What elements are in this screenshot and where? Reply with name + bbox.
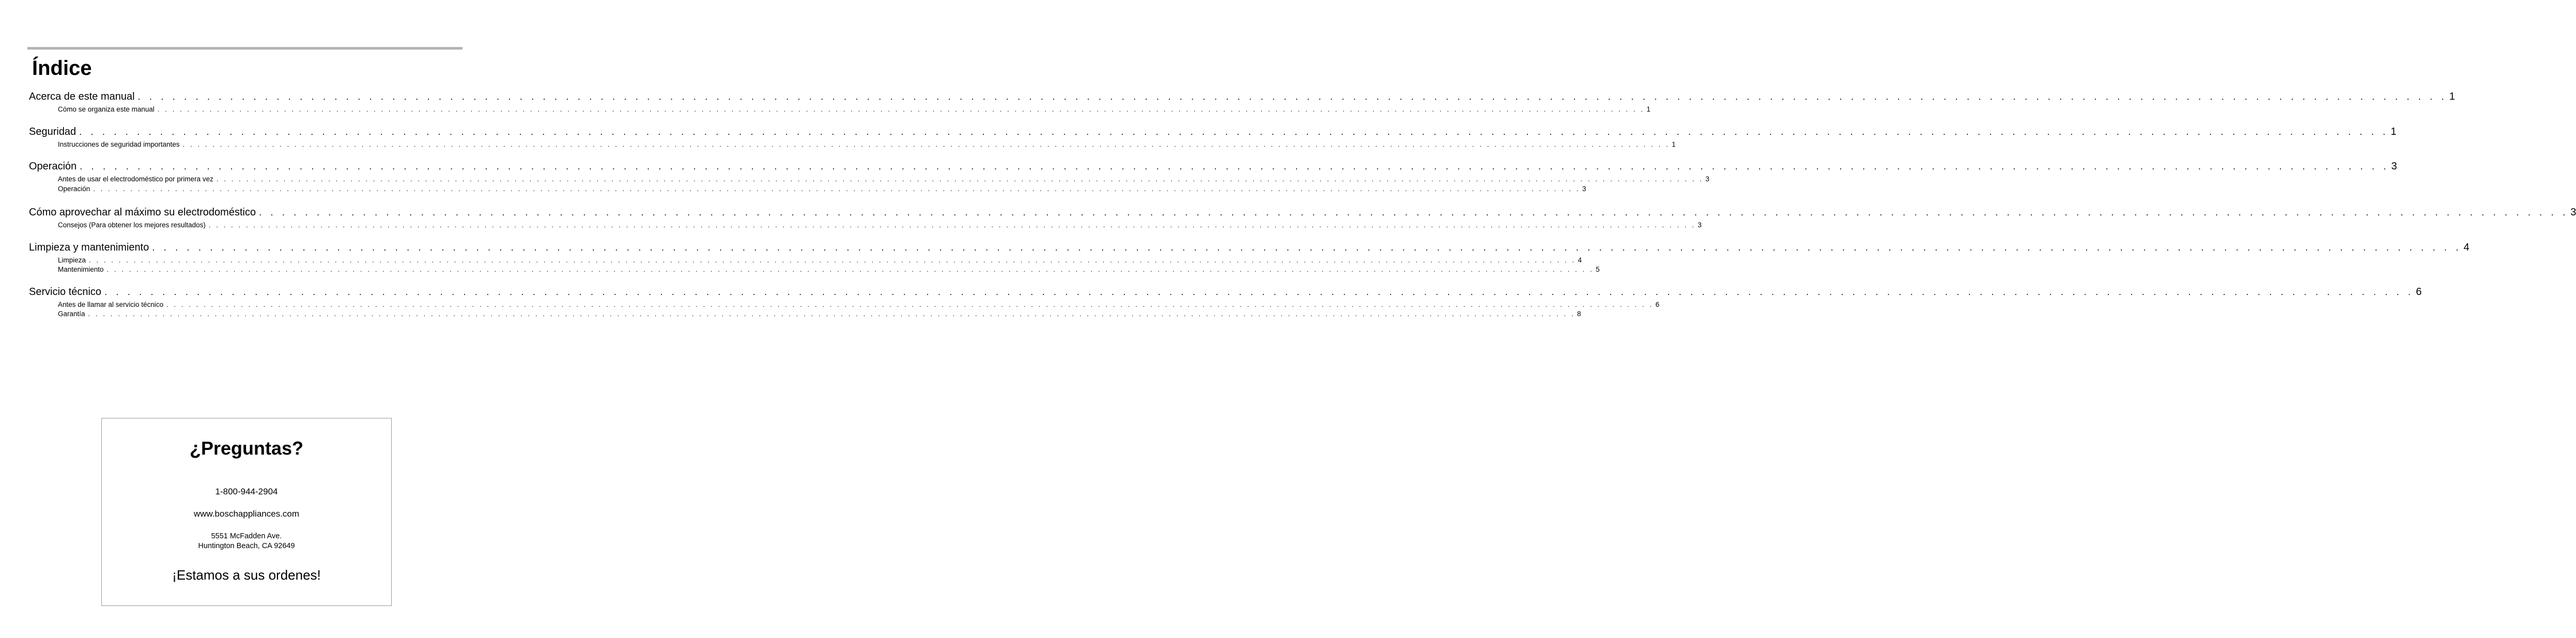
- toc-entry: [29, 240, 2470, 256]
- toc-subentry: [58, 105, 1651, 115]
- toc-subentry-label: Limpieza: [58, 256, 86, 264]
- toc-subentry-page: 1: [1672, 140, 1676, 148]
- toc-subentry-label: Cómo se organiza este manual: [58, 105, 155, 113]
- toc-subentry-label: Mantenimiento: [58, 266, 104, 273]
- toc-entry-page: 1: [2449, 91, 2455, 102]
- dot-leader: . . . . . . . . . . . . . . . . . . . . . . . . . . . . . . . . . . . . . . . . . . . . . . . . . . . . . . . . . . . . . . . . . . . . . . . . . . . . . . . . . . . . . . . . . . . . . . . . . . . . . . . . . . . . . . . . . . . . . . . . . . . . . . . . . . . . . . . . . . . . . . . . . . . . . . . . . . . . . . . . . . . . . . . . . . . . . . . . . . . . . . . . . . . . . . . . . . . . . . . .: [216, 175, 1704, 183]
- toc-entry-label: Acerca de este manual: [29, 91, 135, 102]
- dot-leader: . . . . . . . . . . . . . . . . . . . . . . . . . . . . . . . . . . . . . . . . . . . . . . . . . . . . . . . . . . . . . . . . . . . . . . . . . . . . . . . . . . . . . . . . . . . . . . . . . . . . . . . . . . . . . . . . . . . . . . . . . . . . . . . . . . . . . . . . . . . . . . . . . . . . . . . . . . . . . . . . . . . . . . . . . . . . . . . . . . . . . . . . . . . . . . . . . . . . . . . .: [80, 161, 2389, 172]
- toc-section: [29, 240, 2470, 275]
- toc-subentry: [58, 309, 1581, 319]
- toc-subentry: [58, 300, 1660, 310]
- toc-subentry-label: Garantía: [58, 310, 85, 318]
- toc-subentry: [58, 175, 1709, 184]
- dot-leader: . . . . . . . . . . . . . . . . . . . . . . . . . . . . . . . . . . . . . . . . . . . . . . . . . . . . . . . . . . . . . . . . . . . . . . . . . . . . . . . . . . . . . . . . . . . . . . . . . . . . . . . . . . . . . . . . . . . . . . . . . . . . . . . . . . . . . . . . . . . . . . . . . . . . . . . . . . . . . . . . . . . . . . . . . . . . . . . . . . . . . . . . . . . . . . . . . . . . . . . .: [106, 266, 1594, 273]
- dot-leader: . . . . . . . . . . . . . . . . . . . . . . . . . . . . . . . . . . . . . . . . . . . . . . . . . . . . . . . . . . . . . . . . . . . . . . . . . . . . . . . . . . . . . . . . . . . . . . . . . . . . . . . . . . . . . . . . . . . . . . . . . . . . . . . . . . . . . . . . . . . . . . . . . . . . . . . . . . . . . . . . . . . . . . . . . . . . . . . . . . . . . . . . . . . . . . . . . . . . . . . .: [89, 256, 1576, 264]
- toc-section: [29, 284, 2422, 319]
- toc-subentry: [58, 256, 1582, 266]
- dot-leader: . . . . . . . . . . . . . . . . . . . . . . . . . . . . . . . . . . . . . . . . . . . . . . . . . . . . . . . . . . . . . . . . . . . . . . . . . . . . . . . . . . . . . . . . . . . . . . . . . . . . . . . . . . . . . . . . . . . . . . . . . . . . . . . . . . . . . . . . . . . . . . . . . . . . . . . . . . . . . . . . . . . . . . . . . . . . . . . . . . . . . . . . . . . . . . . . . . . . . . . .: [259, 207, 2569, 217]
- toc-subentry-page: 3: [1582, 184, 1586, 193]
- toc-subentry-page: 1: [1646, 105, 1651, 113]
- top-divider: [27, 47, 462, 50]
- dot-leader: . . . . . . . . . . . . . . . . . . . . . . . . . . . . . . . . . . . . . . . . . . . . . . . . . . . . . . . . . . . . . . . . . . . . . . . . . . . . . . . . . . . . . . . . . . . . . . . . . . . . . . . . . . . . . . . . . . . . . . . . . . . . . . . . . . . . . . . . . . . . . . . . . . . . . . . . . . . . . . . . . . . . . . . . . . . . . . . . . . . . . . . . . . . . . . . . . . . . . . . .: [104, 286, 2414, 297]
- toc-section: [29, 205, 2576, 230]
- toc-entry: [29, 284, 2422, 300]
- page-title: Índice: [32, 57, 92, 80]
- toc-entry: [29, 159, 2397, 175]
- toc-entry-page: 1: [2390, 126, 2397, 137]
- dot-leader: . . . . . . . . . . . . . . . . . . . . . . . . . . . . . . . . . . . . . . . . . . . . . . . . . . . . . . . . . . . . . . . . . . . . . . . . . . . . . . . . . . . . . . . . . . . . . . . . . . . . . . . . . . . . . . . . . . . . . . . . . . . . . . . . . . . . . . . . . . . . . . . . . . . . . . . . . . . . . . . . . . . . . . . . . . . . . . . . . . . . . . . . . . . . . . . . . . . . . . . .: [79, 126, 2389, 137]
- toc-subentry: [58, 221, 1702, 230]
- toc-entry-page: 3: [2391, 161, 2397, 172]
- toc-subentry-label: Antes de llamar al servicio técnico: [58, 300, 164, 308]
- dot-leader: . . . . . . . . . . . . . . . . . . . . . . . . . . . . . . . . . . . . . . . . . . . . . . . . . . . . . . . . . . . . . . . . . . . . . . . . . . . . . . . . . . . . . . . . . . . . . . . . . . . . . . . . . . . . . . . . . . . . . . . . . . . . . . . . . . . . . . . . . . . . . . . . . . . . . . . . . . . . . . . . . . . . . . . . . . . . . . . . . . . . . . . . . . . . . . . . . . . . . . . .: [152, 242, 2462, 253]
- toc-subentry-page: 8: [1577, 310, 1581, 318]
- dot-leader: . . . . . . . . . . . . . . . . . . . . . . . . . . . . . . . . . . . . . . . . . . . . . . . . . . . . . . . . . . . . . . . . . . . . . . . . . . . . . . . . . . . . . . . . . . . . . . . . . . . . . . . . . . . . . . . . . . . . . . . . . . . . . . . . . . . . . . . . . . . . . . . . . . . . . . . . . . . . . . . . . . . . . . . . . . . . . . . . . . . . . . . . . . . . . . . . . . . . . . . .: [208, 221, 1696, 229]
- toc-entry-page: 6: [2416, 286, 2422, 298]
- toc-section: [29, 159, 2397, 194]
- toc-section: [29, 124, 2397, 150]
- dot-leader: . . . . . . . . . . . . . . . . . . . . . . . . . . . . . . . . . . . . . . . . . . . . . . . . . . . . . . . . . . . . . . . . . . . . . . . . . . . . . . . . . . . . . . . . . . . . . . . . . . . . . . . . . . . . . . . . . . . . . . . . . . . . . . . . . . . . . . . . . . . . . . . . . . . . . . . . . . . . . . . . . . . . . . . . . . . . . . . . . . . . . . . . . . . . . . . . . . . . . . . .: [166, 300, 1654, 308]
- toc-entry: [29, 89, 2455, 105]
- address-line-2: Huntington Beach, CA 92649: [198, 542, 295, 550]
- dot-leader: . . . . . . . . . . . . . . . . . . . . . . . . . . . . . . . . . . . . . . . . . . . . . . . . . . . . . . . . . . . . . . . . . . . . . . . . . . . . . . . . . . . . . . . . . . . . . . . . . . . . . . . . . . . . . . . . . . . . . . . . . . . . . . . . . . . . . . . . . . . . . . . . . . . . . . . . . . . . . . . . . . . . . . . . . . . . . . . . . . . . . . . . . . . . . . . . . . . . . . . .: [182, 140, 1670, 148]
- toc-subentry-label: Instrucciones de seguridad importantes: [58, 140, 180, 148]
- website-url: www.boschappliances.com: [193, 509, 300, 519]
- toc-subentry-page: 3: [1698, 221, 1702, 229]
- toc-entry-label: Limpieza y mantenimiento: [29, 241, 149, 253]
- toc-subentry-page: 3: [1705, 175, 1709, 183]
- toc-subentry: [58, 265, 1600, 275]
- toc-subentry-label: Operación: [58, 184, 90, 193]
- toc-entry-label: Cómo aprovechar al máximo su electrodoméstico: [29, 207, 256, 218]
- phone-number: 1-800-944-2904: [215, 487, 278, 496]
- dot-leader: . . . . . . . . . . . . . . . . . . . . . . . . . . . . . . . . . . . . . . . . . . . . . . . . . . . . . . . . . . . . . . . . . . . . . . . . . . . . . . . . . . . . . . . . . . . . . . . . . . . . . . . . . . . . . . . . . . . . . . . . . . . . . . . . . . . . . . . . . . . . . . . . . . . . . . . . . . . . . . . . . . . . . . . . . . . . . . . . . . . . . . . . . . . . . . . . . . . . . . . .: [137, 91, 2447, 102]
- toc-subentry-label: Antes de usar el electrodoméstico por primera vez: [58, 175, 213, 183]
- toc-entry-label: Operación: [29, 161, 77, 172]
- toc-subentry-page: 5: [1596, 266, 1600, 273]
- toc-subentry: [58, 184, 1586, 194]
- questions-box: [101, 418, 392, 606]
- toc-entry: [29, 124, 2397, 140]
- toc-subentry: [58, 140, 1676, 150]
- closing-message: ¡Estamos a sus ordenes!: [172, 567, 321, 583]
- toc-entry-page: 3: [2570, 207, 2576, 218]
- dot-leader: . . . . . . . . . . . . . . . . . . . . . . . . . . . . . . . . . . . . . . . . . . . . . . . . . . . . . . . . . . . . . . . . . . . . . . . . . . . . . . . . . . . . . . . . . . . . . . . . . . . . . . . . . . . . . . . . . . . . . . . . . . . . . . . . . . . . . . . . . . . . . . . . . . . . . . . . . . . . . . . . . . . . . . . . . . . . . . . . . . . . . . . . . . . . . . . . . . . . . . . .: [93, 184, 1580, 193]
- toc-section: [29, 89, 2455, 115]
- toc-entry-label: Seguridad: [29, 126, 76, 137]
- toc-entry-label: Servicio técnico: [29, 286, 102, 298]
- toc-subentry-label: Consejos (Para obtener los mejores resultados): [58, 221, 206, 229]
- address-line-1: 5551 McFadden Ave.: [211, 532, 282, 540]
- dot-leader: . . . . . . . . . . . . . . . . . . . . . . . . . . . . . . . . . . . . . . . . . . . . . . . . . . . . . . . . . . . . . . . . . . . . . . . . . . . . . . . . . . . . . . . . . . . . . . . . . . . . . . . . . . . . . . . . . . . . . . . . . . . . . . . . . . . . . . . . . . . . . . . . . . . . . . . . . . . . . . . . . . . . . . . . . . . . . . . . . . . . . . . . . . . . . . . . . . . . . . . .: [157, 105, 1645, 113]
- dot-leader: . . . . . . . . . . . . . . . . . . . . . . . . . . . . . . . . . . . . . . . . . . . . . . . . . . . . . . . . . . . . . . . . . . . . . . . . . . . . . . . . . . . . . . . . . . . . . . . . . . . . . . . . . . . . . . . . . . . . . . . . . . . . . . . . . . . . . . . . . . . . . . . . . . . . . . . . . . . . . . . . . . . . . . . . . . . . . . . . . . . . . . . . . . . . . . . . . . . . . . . .: [88, 310, 1576, 318]
- toc-entry: [29, 205, 2576, 221]
- questions-title: ¿Preguntas?: [189, 438, 304, 459]
- toc-entry-page: 4: [2463, 241, 2470, 253]
- toc-subentry-page: 6: [1655, 300, 1660, 308]
- toc-subentry-page: 4: [1578, 256, 1582, 264]
- table-of-contents: [29, 89, 2576, 329]
